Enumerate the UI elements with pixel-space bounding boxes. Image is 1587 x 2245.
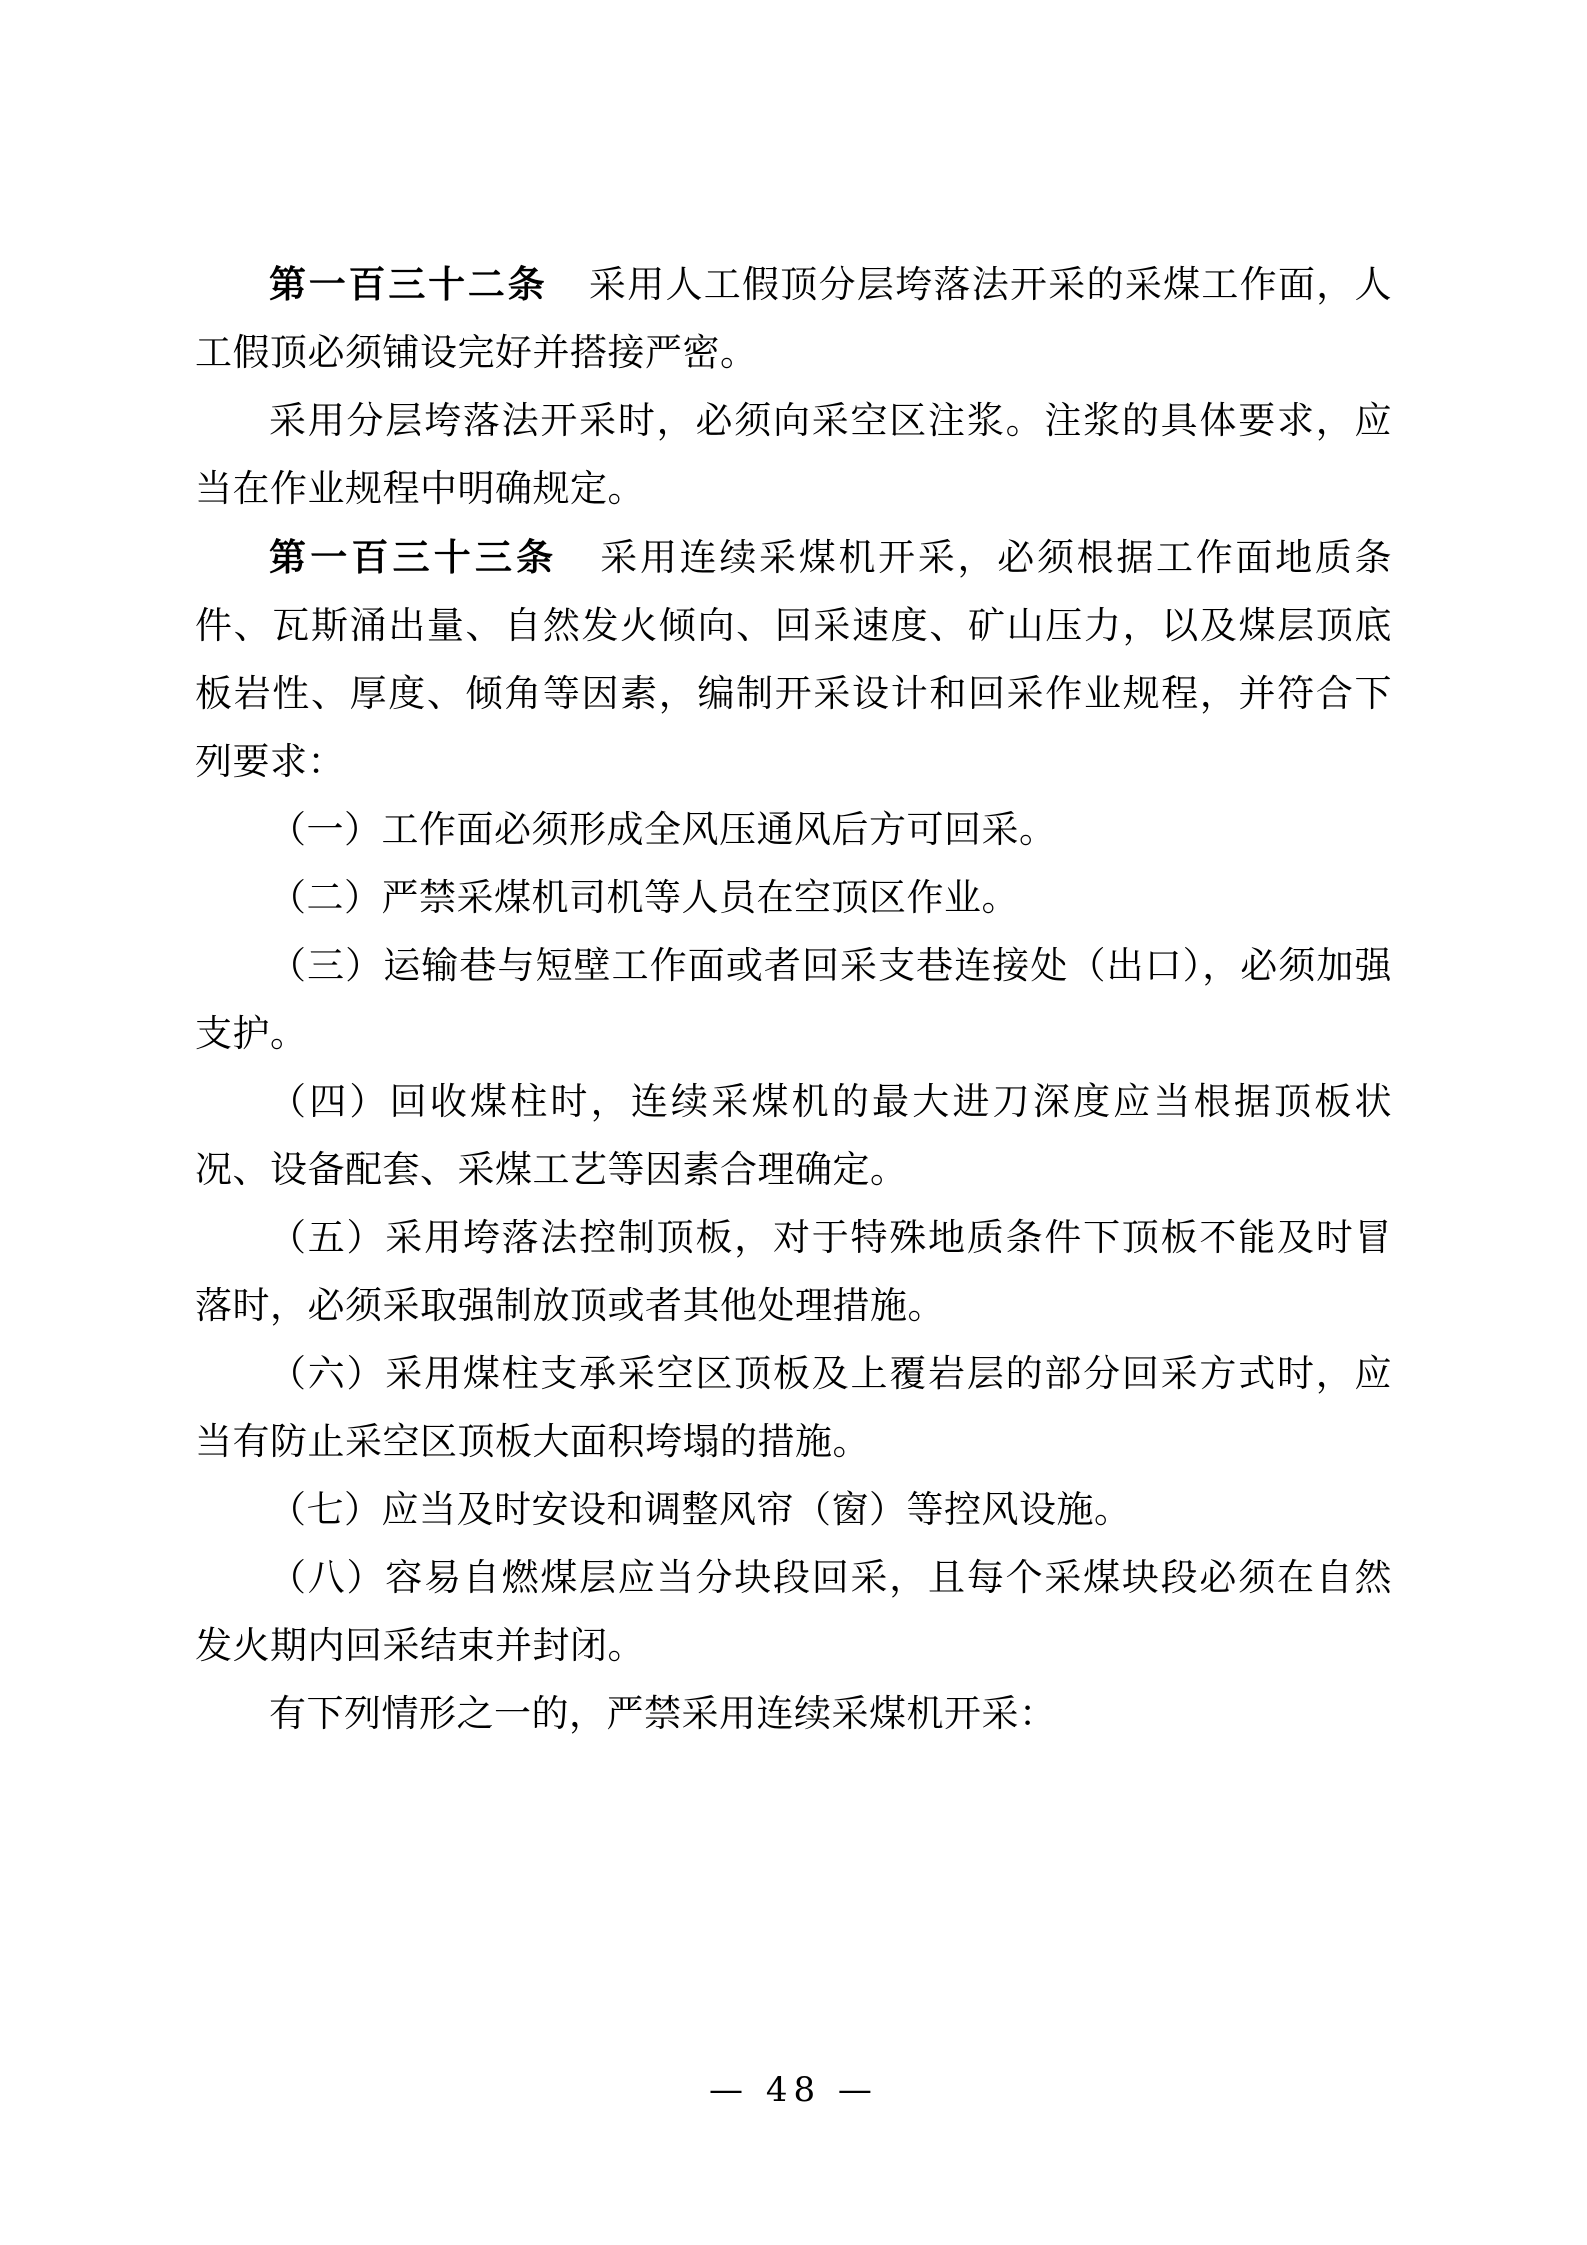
paragraph-text: 采用分层垮落法开采时，必须向采空区注浆。注浆的具体要求，应当在作业规程中明确规定。 [195,399,1392,510]
paragraph-text: 采用人工假顶分层垮落法开采的采煤工作面，人工假顶必须铺设完好并搭接严密。 [195,263,1392,374]
paragraph-text: （三）运输巷与短壁工作面或者回采支巷连接处（出口），必须加强支护。 [195,944,1392,1055]
paragraph-text: （四）回收煤柱时，连续采煤机的最大进刀深度应当根据顶板状况、设备配套、采煤工艺等因素合理确定。 [195,1080,1392,1191]
article-heading: 第一百三十三条 [269,535,558,579]
page-number: — 48 — [709,2070,878,2110]
paragraph-text: （五）采用垮落法控制顶板，对于特殊地质条件下顶板不能及时冒落时，必须采取强制放顶或者其他处理措施。 [195,1216,1392,1327]
paragraph-item-7 [195,1476,1392,1544]
paragraph-item-5 [195,1204,1392,1340]
paragraph-text: （六）采用煤柱支承采空区顶板及上覆岩层的部分回采方式时，应当有防止采空区顶板大面积垮塌的措施。 [195,1352,1392,1463]
paragraph-article-132-p2 [195,387,1392,523]
paragraph-text: 有下列情形之一的，严禁采用连续采煤机开采： [269,1692,1057,1735]
paragraph-item-2 [195,864,1392,932]
paragraph-item-8 [195,1544,1392,1680]
paragraph-closing [195,1680,1392,1748]
paragraph-text: 采用连续采煤机开采，必须根据工作面地质条件、瓦斯涌出量、自然发火倾向、回采速度、矿山压力，以及煤层顶底板岩性、厚度、倾角等因素，编制开采设计和回采作业规程，并符合下列要求： [195,536,1393,783]
page-body [195,250,1392,1748]
paragraph-text: （一）工作面必须形成全风压通风后方可回采。 [269,808,1057,851]
paragraph-item-1 [195,796,1392,864]
paragraph-item-6 [195,1340,1392,1476]
paragraph-text: （八）容易自燃煤层应当分块段回采，且每个采煤块段必须在自然发火期内回采结束并封闭。 [195,1556,1392,1667]
paragraph-text: （七）应当及时安设和调整风帘（窗）等控风设施。 [269,1488,1132,1531]
article-heading: 第一百三十二条 [269,262,548,306]
paragraph-text: （二）严禁采煤机司机等人员在空顶区作业。 [269,876,1019,919]
paragraph-item-3 [195,932,1392,1068]
paragraph-article-133 [195,523,1392,796]
paragraph-item-4 [195,1068,1392,1204]
paragraph-article-132 [195,250,1392,387]
